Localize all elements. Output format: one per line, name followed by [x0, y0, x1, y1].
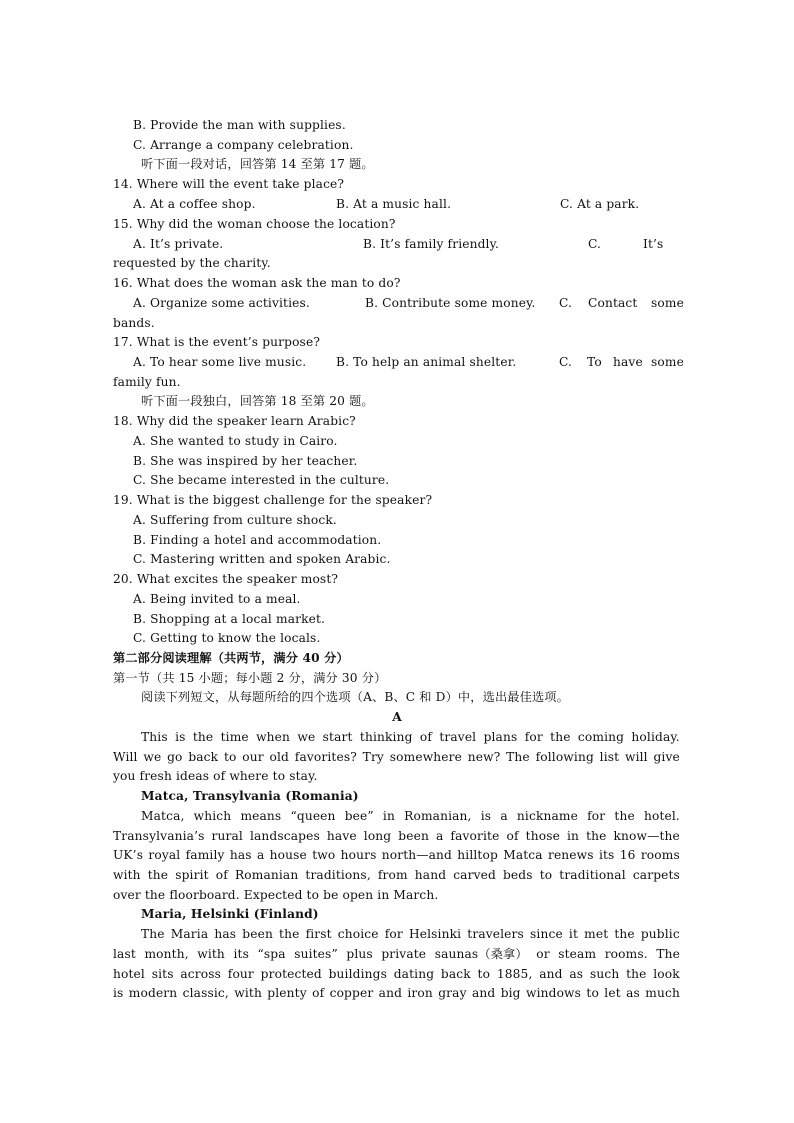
word: for: [384, 927, 403, 941]
section-instruction: 听下面一段独白，回答第 18 至第 20 题。: [141, 394, 374, 408]
word: the: [279, 927, 300, 941]
q17-option-c-word2: have: [613, 355, 643, 369]
q18-option-c: C. She became interested in the culture.: [133, 473, 390, 487]
q17-option-a: A. To hear some live music.: [133, 355, 307, 369]
word: such: [589, 967, 620, 981]
word: dating: [393, 967, 435, 981]
question-17-stem: 17. What is the event’s purpose?: [113, 335, 321, 349]
question-16-stem: 16. What does the woman ask the man to do?: [113, 276, 401, 290]
q20-option-c: C. Getting to know the locals.: [133, 631, 321, 645]
word: The: [141, 927, 165, 941]
word: Matca: [503, 848, 543, 862]
word: favorite: [450, 829, 500, 843]
word: new?: [467, 750, 501, 764]
word: and: [539, 967, 563, 981]
word: two: [312, 848, 336, 862]
part2-heading: 第二部分阅读理解（共两节，满分 40 分）: [113, 651, 349, 665]
q20-option-a: A. Being invited to a meal.: [133, 592, 301, 606]
q14-option-c: C. At a park.: [560, 197, 640, 211]
q14-option-a: A. At a coffee shop.: [133, 197, 256, 211]
word: Maria: [170, 927, 209, 941]
word: the: [147, 868, 169, 882]
word: carpets: [632, 868, 680, 882]
word: to: [223, 750, 237, 764]
word: list: [599, 750, 620, 764]
word: is: [113, 986, 124, 1000]
q19-option-b: B. Finding a hotel and accommodation.: [133, 533, 382, 547]
word: traditions,: [305, 868, 371, 882]
word: long: [363, 829, 392, 843]
word: thinking: [359, 730, 413, 744]
q14-option-b: B. At a music hall.: [336, 197, 452, 211]
word: spirit: [175, 868, 209, 882]
word: hours: [340, 848, 377, 862]
word: Romanian,: [404, 809, 472, 823]
word: buildings: [328, 967, 387, 981]
word: copper: [329, 986, 374, 1000]
word: the: [614, 809, 635, 823]
word: of: [506, 829, 519, 843]
word: nickname: [516, 809, 578, 823]
word: for: [524, 730, 543, 744]
word: know—the: [613, 829, 680, 843]
word: look: [653, 967, 680, 981]
word: coming: [577, 730, 625, 744]
word: first: [305, 927, 332, 941]
word: Matca,: [141, 809, 185, 823]
word: we: [143, 750, 162, 764]
hotel-1-title: Matca, Transylvania (Romania): [141, 789, 359, 803]
word: those: [525, 829, 560, 843]
word: let: [604, 986, 621, 1000]
q20-option-b: B. Shopping at a local market.: [133, 612, 326, 626]
word: been: [242, 927, 273, 941]
word: four: [227, 967, 254, 981]
hotel-2-line-3: [113, 966, 680, 982]
word: our: [242, 750, 264, 764]
word: the: [550, 730, 571, 744]
hotel-2-line-1: [141, 926, 680, 942]
word: the: [586, 829, 607, 843]
word: with: [234, 986, 262, 1000]
word: its: [233, 947, 249, 961]
q17-option-c-label: C.: [559, 355, 573, 369]
word: traditional: [559, 868, 626, 882]
word: met: [584, 927, 609, 941]
word: travel: [439, 730, 477, 744]
word: a: [500, 809, 508, 823]
word: hotel.: [643, 809, 680, 823]
word: with: [197, 947, 225, 961]
word: favorites?: [294, 750, 357, 764]
option-c: C. Arrange a company celebration.: [133, 138, 354, 152]
word: of: [312, 986, 325, 1000]
word: or: [536, 947, 550, 961]
q16-option-a: A. Organize some activities.: [133, 296, 310, 310]
word: iron: [407, 986, 433, 1000]
q16-option-c-label: C.: [559, 296, 573, 310]
word: will: [624, 750, 648, 764]
passage-intro-line-2: [113, 749, 680, 765]
word: is: [480, 809, 492, 823]
word: modern: [128, 986, 178, 1000]
hotel-1-line-2: [113, 828, 680, 844]
word: big: [500, 986, 521, 1000]
word: last: [113, 947, 136, 961]
word: its: [598, 848, 615, 862]
passage-intro-line-3: you fresh ideas of where to stay.: [113, 769, 318, 783]
hotel-1-line-4: [113, 867, 680, 883]
word: plus: [346, 947, 373, 961]
word: is: [175, 730, 186, 744]
hotel-2-line-2: [113, 946, 680, 962]
hotel-2-line-4: [113, 985, 680, 1001]
q17-option-c-word1: To: [587, 355, 602, 369]
word: 1885,: [496, 967, 533, 981]
q15-option-a: A. It’s private.: [133, 237, 224, 251]
q16-option-b: B. Contribute some money.: [365, 296, 536, 310]
word: classic,: [182, 986, 229, 1000]
word: Romanian: [234, 868, 299, 882]
q18-option-a: A. She wanted to study in Cairo.: [133, 434, 338, 448]
q17-option-c-continued: family fun.: [113, 375, 181, 389]
word: UK’s: [113, 848, 144, 862]
word: windows: [525, 986, 582, 1000]
word: The: [506, 750, 530, 764]
word: steam: [558, 947, 597, 961]
word: Try: [362, 750, 384, 764]
question-15-stem: 15. Why did the woman choose the location?: [113, 217, 396, 231]
q19-option-a: A. Suffering from culture shock.: [133, 513, 337, 527]
word: across: [180, 967, 222, 981]
word: public: [640, 927, 680, 941]
word: it: [568, 927, 579, 941]
word: private: [381, 947, 427, 961]
option-b: B. Provide the man with supplies.: [133, 118, 346, 132]
word: saunas（桑拿）: [434, 947, 528, 961]
word: hilltop: [457, 848, 498, 862]
q16-option-c-word1: Contact: [588, 296, 638, 310]
q16-option-c-continued: bands.: [113, 316, 155, 330]
q17-option-c-word3: some: [651, 355, 684, 369]
word: house: [269, 848, 307, 862]
q15-option-b: B. It’s family friendly.: [363, 237, 500, 251]
word: go: [167, 750, 183, 764]
word: Transylvania’s: [113, 829, 205, 843]
word: been: [398, 829, 429, 843]
word: old: [269, 750, 290, 764]
word: family: [185, 848, 225, 862]
word: time: [220, 730, 249, 744]
word: somewhere: [389, 750, 462, 764]
word: the: [192, 730, 214, 744]
word: back: [440, 967, 471, 981]
q15-option-c-label: C.: [588, 237, 602, 251]
hotel-1-line-1: [141, 808, 680, 824]
word: renews: [547, 848, 594, 862]
word: gray: [438, 986, 467, 1000]
word: which: [193, 809, 232, 823]
question-14-stem: 14. Where will the event take place?: [113, 177, 345, 191]
word: a: [256, 848, 265, 862]
word: back: [188, 750, 219, 764]
hotel-1-line-5: over the floorboard. Expected to be open in March.: [113, 888, 439, 902]
word: to: [539, 868, 553, 882]
word: sits: [151, 967, 174, 981]
word: north—and: [381, 848, 452, 862]
word: as: [569, 967, 584, 981]
word: we: [297, 730, 316, 744]
word: holiday.: [631, 730, 680, 744]
word: since: [530, 927, 563, 941]
word: has: [229, 848, 252, 862]
word: hotel: [113, 967, 145, 981]
word: in: [566, 829, 580, 843]
word: means: [240, 809, 282, 823]
word: plans: [483, 730, 518, 744]
word: have: [326, 829, 357, 843]
q16-option-c-word2: some: [651, 296, 684, 310]
word: rural: [211, 829, 243, 843]
reading-instruction: 阅读下列短文，从每题所给的四个选项（A、B、C 和 D）中，选出最佳选项。: [141, 690, 569, 704]
word: “queen: [290, 809, 336, 823]
q18-option-b: B. She was inspired by her teacher.: [133, 454, 358, 468]
word: to: [477, 967, 491, 981]
word: carved: [453, 868, 496, 882]
q15-option-c-text: It’s: [643, 237, 664, 251]
word: The: [656, 947, 680, 961]
word: the: [614, 927, 635, 941]
word: following: [535, 750, 594, 764]
word: suites”: [294, 947, 338, 961]
word: when: [256, 730, 291, 744]
word: in: [382, 809, 395, 823]
word: give: [653, 750, 680, 764]
word: choice: [337, 927, 379, 941]
word: hand: [414, 868, 447, 882]
question-19-stem: 19. What is the biggest challenge for the speaker?: [113, 493, 433, 507]
section-instruction: 听下面一段对话，回答第 14 至第 17 题。: [141, 157, 374, 171]
word: This: [141, 730, 168, 744]
word: landscapes: [249, 829, 320, 843]
word: for: [587, 809, 606, 823]
hotel-2-title: Maria, Helsinki (Finland): [141, 907, 319, 921]
word: plenty: [267, 986, 307, 1000]
word: a: [435, 829, 444, 843]
word: much: [645, 986, 680, 1000]
q17-option-b: B. To help an animal shelter.: [336, 355, 517, 369]
word: royal: [148, 848, 181, 862]
word: the: [626, 967, 647, 981]
question-20-stem: 20. What excites the speaker most?: [113, 572, 339, 586]
word: and: [378, 986, 403, 1000]
word: to: [586, 986, 599, 1000]
word: “spa: [257, 947, 286, 961]
q15-option-c-continued: requested by the charity.: [113, 256, 271, 270]
passage-label: A: [392, 710, 402, 724]
word: start: [322, 730, 353, 744]
word: and: [471, 986, 496, 1000]
word: Will: [113, 750, 138, 764]
word: of: [419, 730, 433, 744]
q19-option-c: C. Mastering written and spoken Arabic.: [133, 552, 391, 566]
word: protected: [260, 967, 322, 981]
word: rooms.: [604, 947, 648, 961]
word: beds: [502, 868, 533, 882]
word: month,: [144, 947, 189, 961]
word: has: [214, 927, 237, 941]
word: of: [215, 868, 228, 882]
word: Helsinki: [408, 927, 462, 941]
passage-intro-line-1: [141, 729, 680, 745]
word: 16: [619, 848, 636, 862]
question-18-stem: 18. Why did the speaker learn Arabic?: [113, 414, 356, 428]
word: travelers: [467, 927, 524, 941]
word: bee”: [344, 809, 374, 823]
section1-heading: 第一节（共 15 小题；每小题 2 分，满分 30 分）: [113, 671, 387, 685]
word: with: [113, 868, 141, 882]
word: as: [626, 986, 640, 1000]
word: from: [377, 868, 408, 882]
hotel-1-line-3: [113, 847, 680, 863]
word: rooms: [640, 848, 680, 862]
